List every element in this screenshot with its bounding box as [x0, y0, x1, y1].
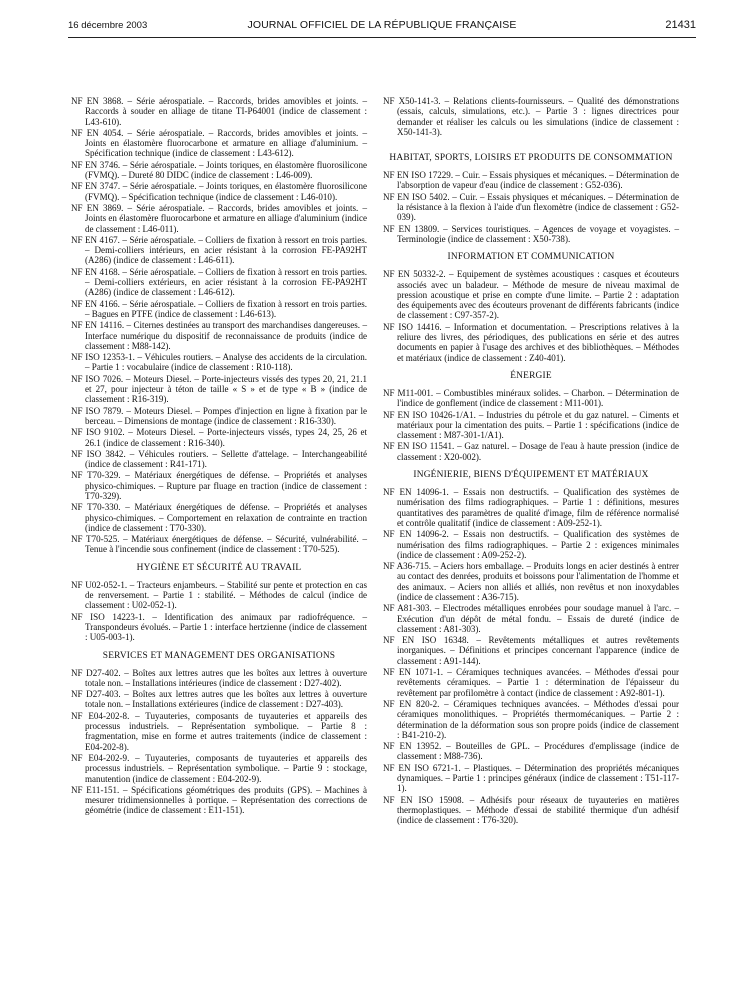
standard-entry: NF EN 1071-1. – Céramiques techniques avancées. – Méthodes d'essai pour revêtements céramiques. – Partie 1 : détermination de l'épaisseur du revêtement par profilomètre à contact (indice de classement : A92-801-1). [383, 667, 679, 698]
standard-entry: NF D27-402. – Boîtes aux lettres autres que les boîtes aux lettres à ouverture totale non. – Installations intérieures (indice de classement : D27-402). [71, 667, 367, 688]
page-header [68, 18, 696, 34]
left-column [71, 96, 367, 817]
standard-entry: NF EN 3869. – Série aérospatiale. – Raccords, brides amovibles et joints. – Joints en élastomère fluorocarbone et armature en alliage d'aluminium (indice de classement : L46-011). [71, 202, 367, 234]
standard-entry: NF ISO 14416. – Information et documentation. – Prescriptions relatives à la reliure des livres, des périodiques, des publications en série et des autres documents en papier à l'usage des archives et des bibliothèques. – Méthodes et matériaux (indice de classement : Z40-401). [383, 321, 679, 363]
standard-entry: NF U02-052-1. – Tracteurs enjambeurs. – Stabilité sur pente et protection en cas de renversement. – Partie 1 : stabilité. – Méthodes de calcul (indice de classement : U02-052-1). [71, 579, 367, 611]
standard-entry: NF EN 3868. – Série aérospatiale. – Raccords, brides amovibles et joints. – Raccords à souder en alliage de titane TI-P64001 (indice de classement : L43-610). [71, 96, 367, 127]
standard-entry: NF EN ISO 11541. – Gaz naturel. – Dosage de l'eau à haute pression (indice de classement : X20-002). [383, 441, 679, 462]
standard-entry: NF EN ISO 10426-1/A1. – Industries du pétrole et du gaz naturel. – Ciments et matériaux pour la cimentation des puits. – Partie 1 : spécifications (indice de classement : M87-301-1/A1). [383, 409, 679, 441]
header-rule [68, 37, 696, 38]
standard-entry: NF E04-202-9. – Tuyauteries, composants de tuyauteries et appareils des processus industriels. – Représentation symbolique. – Partie 9 : stockage, manutention (indice de classement : E04-202-9). [71, 752, 367, 784]
standard-entry: NF X50-141-3. – Relations clients-fournisseurs. – Qualité des démonstrations (essais, calculs, simulations, etc.). – Partie 3 : lignes directrices pour demander et réaliser les calculs ou les simulations (indice de classement : X50-141-3). [383, 96, 679, 137]
standard-entry: NF EN 14116. – Citernes destinées au transport des marchandises dangereuses. – Interface numérique du dispositif de reconnaissance de produits (indice de classement : M88-142). [71, 320, 367, 351]
standard-entry: NF ISO 14223-1. – Identification des animaux par radiofréquence. – Transpondeurs évolués. – Partie 1 : interface hertzienne (indice de classement : U05-003-1). [71, 611, 367, 643]
standard-entry: NF ISO 3842. – Véhicules routiers. – Sellette d'attelage. – Interchangeabilité (indice de classement : R41-171). [71, 448, 367, 470]
standard-entry: NF ISO 9102. – Moteurs Diesel. – Porte-injecteurs vissés, types 24, 25, 26 et 26.1 (indice de classement : R16-340). [71, 427, 367, 448]
standard-entry: NF M11-001. – Combustibles minéraux solides. – Charbon. – Détermination de l'indice de gonflement (indice de classement : M11-001). [383, 387, 679, 409]
standard-entry: NF EN 4167. – Série aérospatiale. – Colliers de fixation à ressort en trois parties. – Demi-colliers intérieurs, en acier résistant à la corrosion FE-PA92HT (A286) (indice de classement : L46-611). [71, 234, 367, 266]
standard-entry: NF ISO 7026. – Moteurs Diesel. – Porte-injecteurs vissés des types 20, 21, 21.1 et 27, pour injecteur à téton de taille « S » et de type « B » (indice de classement : R16-319). [71, 373, 367, 405]
section-heading: INGÉNIERIE, BIENS D'ÉQUIPEMENT ET MATÉRIAUX [413, 470, 649, 481]
standard-entry: NF EN ISO 15908. – Adhésifs pour réseaux de tuyauteries en matières thermoplastiques. – Méthode d'essai de stabilité thermique d'un adhésif (indice de classement : T76-320). [383, 794, 679, 826]
standard-entry: NF EN 3747. – Série aérospatiale. – Joints toriques, en élastomère fluorosilicone (FVMQ). – Spécification technique (indice de classement : L46-010). [71, 181, 367, 202]
standard-entry: NF EN 14096-1. – Essais non destructifs. – Qualification des systèmes de numérisation des films radiographiques. – Partie 1 : définitions, mesures quantitatives des paramètres de qualité d'image, film de référence normalisé et contrôle qualitatif (indice de classement : A09-252-1). [383, 487, 679, 528]
standard-entry: NF EN 4054. – Série aérospatiale. – Raccords, brides amovibles et joints. – Joints en élastomère fluorocarbone et armature en alliage d'aluminium. – Spécification technique (indice de classement : L43-612). [71, 127, 367, 159]
standard-entry: NF A36-715. – Aciers hors emballage. – Produits longs en acier destinés à entrer au contact des denrées, produits et boissons pour l'alimentation de l'homme et des animaux. – Aciers non alliés et alliés, non revêtus et non inoxydables (indice de classement : A36-715). [383, 561, 679, 602]
standard-entry: NF EN 14096-2. – Essais non destructifs. – Qualification des systèmes de numérisation des films radiographiques. – Partie 2 : exigences minimales (indice de classement : A09-252-2). [383, 529, 679, 560]
standard-entry: NF EN 820-2. – Céramiques techniques avancées. – Méthodes d'essai pour céramiques monolithiques. – Propriétés thermomécaniques. – Partie 2 : détermination de la déformation sous son propre poids (indice de classement : B41-210-2). [383, 698, 679, 740]
section-heading: HABITAT, SPORTS, LOISIRS ET PRODUITS DE CONSOMMATION [389, 153, 673, 164]
standard-entry: NF EN 4168. – Série aérospatiale. – Colliers de fixation à ressort en trois parties. – Demi-colliers extérieurs, en acier résistant à la corrosion FE-PA92HT (A286) (indice de classement : L46-612). [71, 266, 367, 298]
section-heading: INFORMATION ET COMMUNICATION [447, 252, 615, 263]
standard-entry: NF E04-202-8. – Tuyauteries, composants de tuyauteries et appareils des processus industriels. – Représentation symbolique. – Partie 8 : fragmentation, mise en forme et autres traitements (indice de classement : E04-202-8). [71, 710, 367, 752]
standard-entry: NF ISO 12353-1. – Véhicules routiers. – Analyse des accidents de la circulation. – Partie 1 : vocabulaire (indice de classement : R10-118). [71, 352, 367, 373]
header-title: JOURNAL OFFICIEL DE LA RÉPUBLIQUE FRANÇAISE [247, 19, 517, 31]
section-heading: SERVICES ET MANAGEMENT DES ORGANISATIONS [102, 650, 336, 661]
section-heading: HYGIÈNE ET SÉCURITÉ AU TRAVAIL [136, 562, 302, 573]
standard-entry: NF EN ISO 17229. – Cuir. – Essais physiques et mécaniques. – Détermination de l'absorption de vapeur d'eau (indice de classement : G52-036). [383, 170, 679, 191]
standard-entry: NF A81-303. – Electrodes métalliques enrobées pour soudage manuel à l'arc. – Exécution d'un dépôt de métal fondu. – Essais de dureté (indice de classement : A81-303). [383, 603, 679, 634]
standard-entry: NF EN 4166. – Série aérospatiale. – Colliers de fixation à ressort en trois parties. – Bagues en PTFE (indice de classement : L46-613). [71, 298, 367, 319]
standard-entry: NF EN 13809. – Services touristiques. – Agences de voyage et voyagistes. – Terminologie (indice de classement : X50-738). [383, 223, 679, 244]
standard-entry: NF EN 13952. – Bouteilles de GPL. – Procédures d'emplissage (indice de classement : M88-736). [383, 741, 679, 762]
standard-entry: NF EN 50332-2. – Equipement de systèmes acoustiques : casques et écouteurs associés avec un baladeur. – Méthode de mesure de niveau maximal de pression acoustique et prise en compte d'une limite. – Partie 2 : adaptation des équipements avec des écouteurs provenant de différents fabricants (indice de classement : C97-357-2). [383, 269, 679, 321]
right-column [383, 96, 679, 827]
standard-entry: NF D27-403. – Boîtes aux lettres autres que les boîtes aux lettres à ouverture totale non. – Installations extérieures (indice de classement : D27-403). [71, 689, 367, 710]
standard-entry: NF EN ISO 5402. – Cuir. – Essais physiques et mécaniques. – Détermination de la résistance à la flexion à l'aide d'un flexomètre (indice de classement : G52-039). [383, 191, 679, 223]
standard-entry: NF EN ISO 6721-1. – Plastiques. – Détermination des propriétés mécaniques dynamiques. – Partie 1 : principes généraux (indice de classement : T51-117-1). [383, 762, 679, 794]
header-date: 16 décembre 2003 [68, 20, 148, 31]
standard-entry: NF ISO 7879. – Moteurs Diesel. – Pompes d'injection en ligne à fixation par le berceau. – Dimensions de montage (indice de classement : R16-330). [71, 405, 367, 426]
standard-entry: NF EN ISO 16348. – Revêtements métalliques et autres revêtements inorganiques. – Définitions et principes concernant l'apparence (indice de classement : A91-144). [383, 635, 679, 666]
standard-entry: NF T70-330. – Matériaux énergétiques de défense. – Propriétés et analyses physico-chimiques. – Comportement en relaxation de contrainte en traction (indice de classement : T70-330). [71, 502, 367, 533]
standard-entry: NF EN 3746. – Série aérospatiale. – Joints toriques, en élastomère fluorosilicone (FVMQ). – Dureté 80 DIDC (indice de classement : L46-009). [71, 159, 367, 181]
header-page-number: 21431 [665, 19, 696, 31]
section-heading: ÉNERGIE [510, 370, 552, 381]
standard-entry: NF E11-151. – Spécifications géométriques des produits (GPS). – Machines à mesurer tridimensionnelles à portique. – Représentation des corrections de géométrie (indice de classement : E11-151). [71, 784, 367, 816]
standard-entry: NF T70-525. – Matériaux énergétiques de défense. – Sécurité, vulnérabilité. – Tenue à l'incendie sous confinement (indice de classement : T70-525). [71, 534, 367, 555]
standard-entry: NF T70-329. – Matériaux énergétiques de défense. – Propriétés et analyses physico-chimiques. – Rupture par fluage en traction (indice de classement : T70-329). [71, 470, 367, 501]
